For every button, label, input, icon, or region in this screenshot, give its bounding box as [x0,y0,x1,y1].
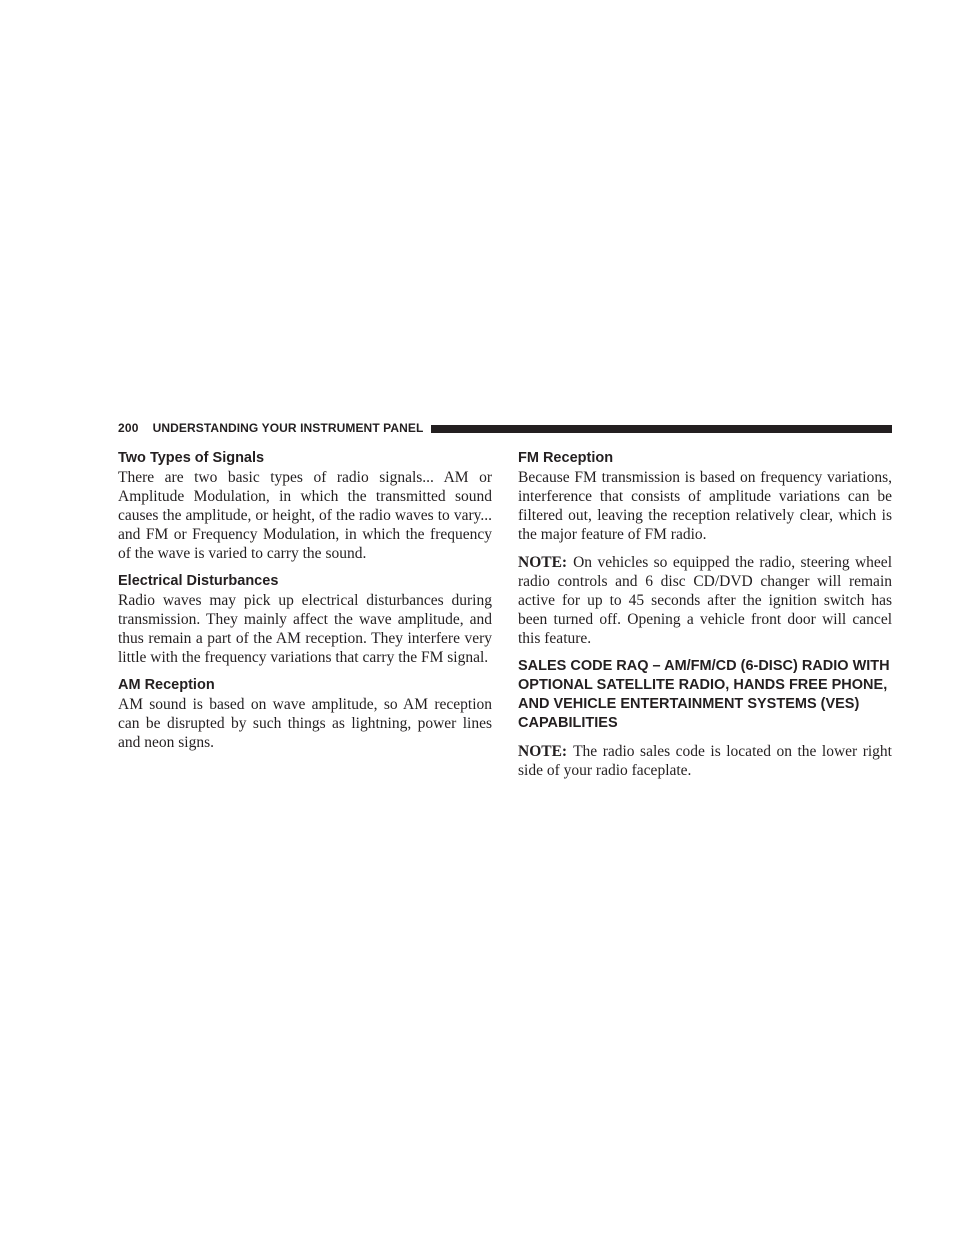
fm-reception-section [518,449,892,544]
two-types-body: There are two basic types of radio signals... AM or Amplitude Modulation, in which the transmitted sound causes the amplitude, or height, of the radio waves to vary... and FM or Frequency Modulation, in which the frequency of the wave is varied to carry the sound. [118,469,492,562]
two-types-section [118,449,492,563]
electrical-disturbances-heading: Electrical Disturbances [118,573,279,589]
fm-reception-heading: FM Reception [518,450,614,466]
running-section-title: UNDERSTANDING YOUR INSTRUMENT PANEL [152,421,424,435]
header-rule [431,425,892,433]
am-reception-heading: AM Reception [118,677,215,693]
note-sales-code [518,742,892,780]
page-header [118,420,892,436]
am-reception-body: AM sound is based on wave amplitude, so AM reception can be disrupted by such things as lightning, power lines and neon signs. [118,696,492,751]
note-ignition-text: On vehicles so equipped the radio, steering wheel radio controls and 6 disc CD/DVD changer will remain active for up to 45 seconds after the ignition switch has been turned off. Opening a vehicle front door will cancel this feature. [518,554,892,647]
sales-code-heading: SALES CODE RAQ – AM/FM/CD (6-DISC) RADIO WITH OPTIONAL SATELLITE RADIO, HANDS FREE PHONE, AND VEHICLE ENTERTAINMENT SYSTEMS (VES) CAPABILITIES [518,658,890,731]
note-ignition [518,553,892,648]
two-types-heading: Two Types of Signals [118,450,265,466]
fm-reception-body: Because FM transmission is based on frequency variations, interference that consists of amplitude variations can be filtered out, leaving the reception relatively clear, which is the major feature of FM radio. [518,469,892,543]
electrical-disturbances-body: Radio waves may pick up electrical disturbances during transmission. They mainly affect the wave amplitude, and thus remain a part of the AM reception. They interfere very little with the frequency variations that carry the FM signal. [118,592,492,666]
right-column [518,449,892,789]
note-label: NOTE: [518,743,568,760]
page-number: 200 [118,421,139,435]
note-label: NOTE: [518,554,568,571]
am-reception-section [118,676,492,752]
left-column [118,449,492,761]
note-sales-code-text: The radio sales code is located on the lower right side of your radio faceplate. [518,743,892,779]
electrical-disturbances-section [118,572,492,667]
